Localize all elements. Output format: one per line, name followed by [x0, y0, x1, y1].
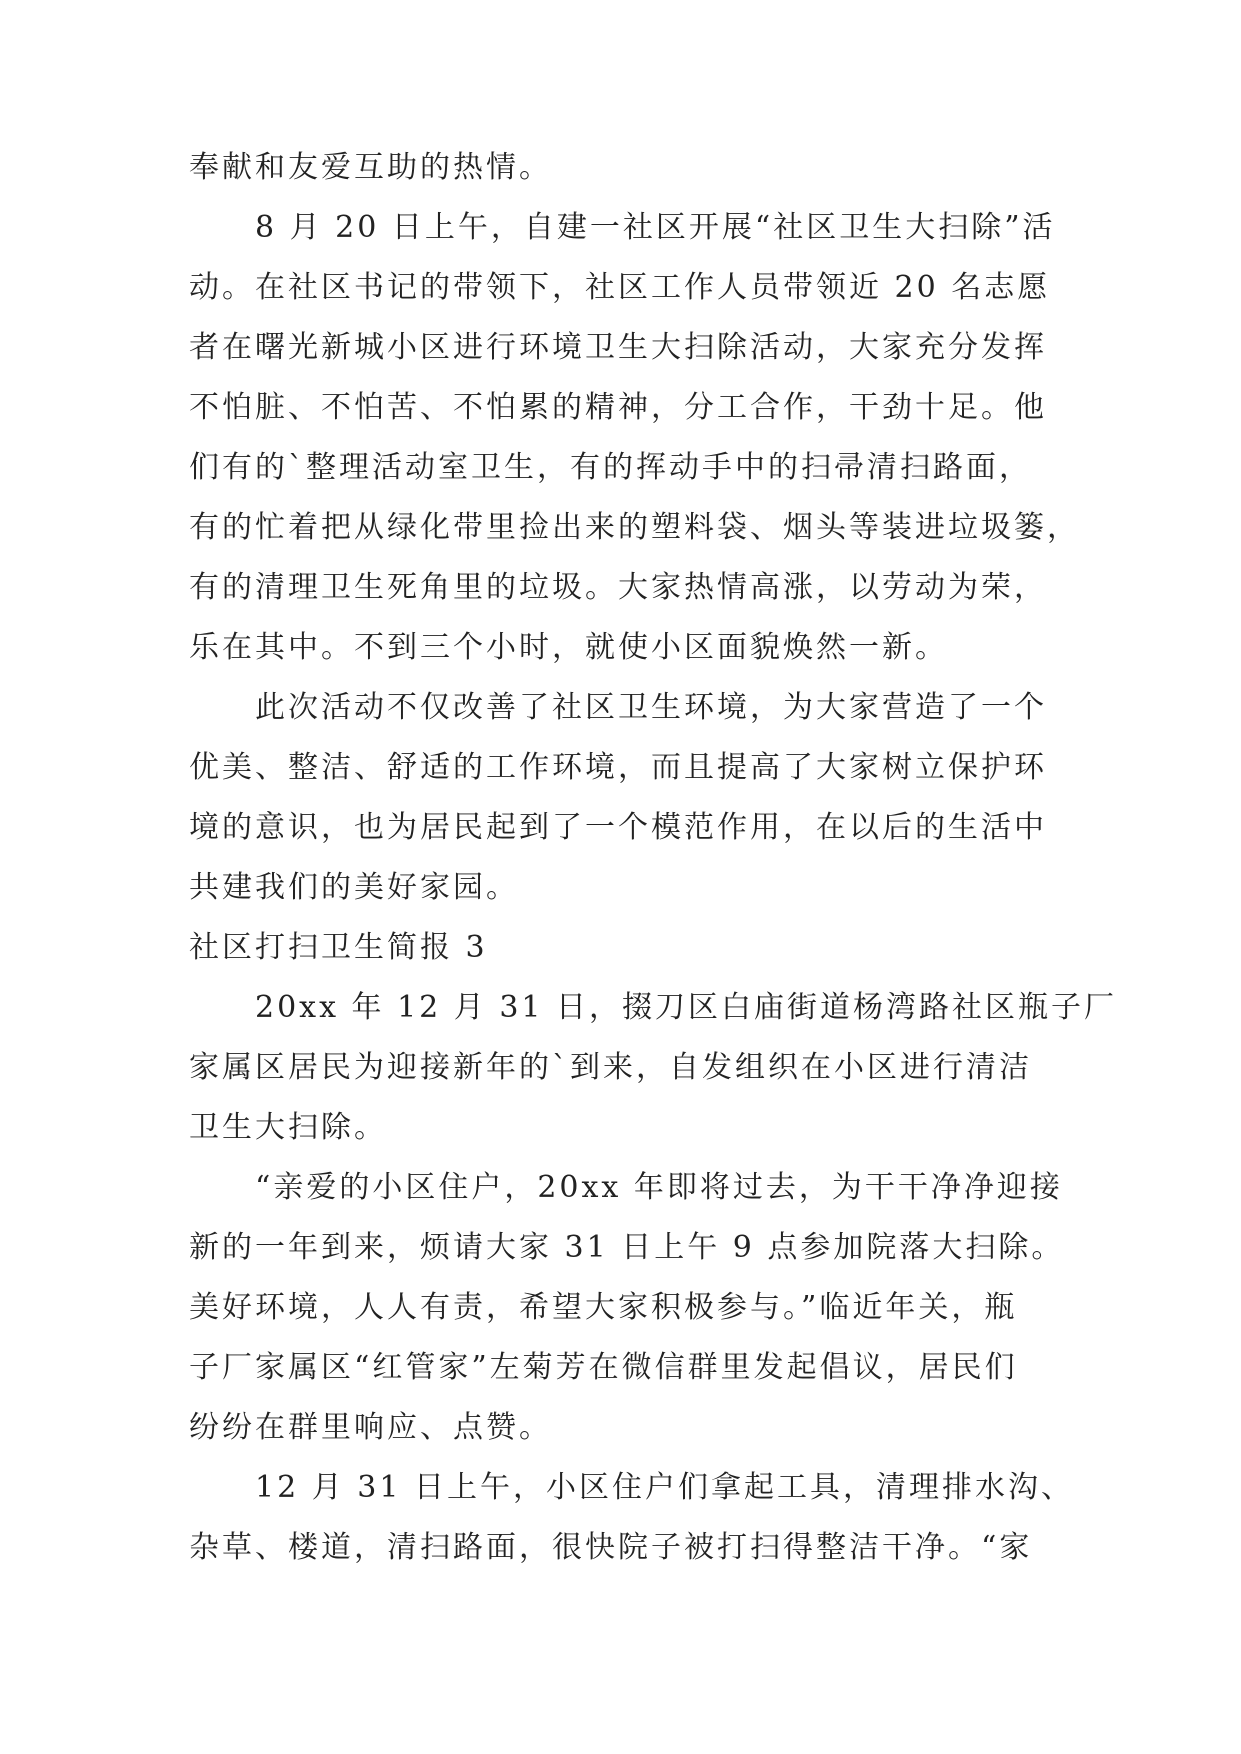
- paragraph-first-line: [189, 678, 1049, 738]
- text-line: [189, 498, 1080, 558]
- line-text: 纷纷在群里响应、点赞。: [189, 1410, 552, 1445]
- line-text: 不怕脏、不怕苦、不怕累的精神，分工合作，干劲十足。他: [189, 390, 1047, 425]
- text-line: [189, 1218, 1065, 1278]
- text-line: [189, 918, 1049, 978]
- line-text: 有的忙着把从绿化带里捡出来的塑料袋、烟头等装进垃圾篓，: [189, 510, 1080, 545]
- text-line: [189, 1338, 1049, 1398]
- paragraph-first-line: [189, 978, 1118, 1038]
- text-line: [189, 738, 1049, 798]
- document-body: [189, 138, 1118, 1578]
- line-text: 动。在社区书记的带领下，社区工作人员带领近 20 名志愿: [189, 270, 1051, 305]
- text-line: [189, 378, 1049, 438]
- line-text: 有的清理卫生死角里的垃圾。大家热情高涨，以劳动为荣，: [189, 570, 1047, 605]
- line-text: 杂草、楼道，清扫路面，很快院子被打扫得整洁干净。“家: [189, 1530, 1033, 1565]
- line-text: 8 月 20 日上午，自建一社区开展“社区卫生大扫除”活: [255, 210, 1056, 245]
- text-line: [189, 1278, 1049, 1338]
- text-line: [189, 318, 1049, 378]
- line-text: 社区打扫卫生简报 3: [189, 930, 488, 965]
- line-text: 家属区居民为迎接新年的`到来，自发组织在小区进行清洁: [189, 1050, 1032, 1085]
- line-text: 新的一年到来，烦请大家 31 日上午 9 点参加院落大扫除。: [189, 1230, 1065, 1265]
- line-text: 共建我们的美好家园。: [189, 870, 519, 905]
- text-line: [189, 258, 1049, 318]
- text-line: [189, 438, 1049, 498]
- text-line: [189, 558, 1049, 618]
- paragraph-first-line: [189, 1458, 1074, 1518]
- text-line: [189, 1038, 1049, 1098]
- line-text: “亲爱的小区住户，20xx 年即将过去，为干干净净迎接: [255, 1170, 1063, 1205]
- line-text: 子厂家属区“红管家”左菊芳在微信群里发起倡议，居民们: [189, 1350, 1018, 1385]
- line-text: 优美、整洁、舒适的工作环境，而且提高了大家树立保护环: [189, 750, 1047, 785]
- text-line: [189, 138, 1049, 198]
- text-line: [189, 1518, 1049, 1578]
- text-line: [189, 1098, 1049, 1158]
- text-line: [189, 798, 1049, 858]
- line-text: 美好环境，人人有责，希望大家积极参与。”临近年关，瓶: [189, 1290, 1018, 1325]
- text-line: [189, 1398, 1049, 1458]
- line-text: 此次活动不仅改善了社区卫生环境，为大家营造了一个: [255, 690, 1047, 725]
- line-text: 12 月 31 日上午，小区住户们拿起工具，清理排水沟、: [255, 1470, 1074, 1505]
- text-line: [189, 858, 1049, 918]
- line-text: 卫生大扫除。: [189, 1110, 387, 1145]
- paragraph-first-line: [189, 198, 1056, 258]
- line-text: 乐在其中。不到三个小时，就使小区面貌焕然一新。: [189, 630, 948, 665]
- line-text: 们有的`整理活动室卫生，有的挥动手中的扫帚清扫路面，: [189, 450, 1032, 485]
- line-text: 奉献和友爱互助的热情。: [189, 150, 552, 185]
- line-text: 境的意识，也为居民起到了一个模范作用，在以后的生活中: [189, 810, 1047, 845]
- paragraph-first-line: [189, 1158, 1063, 1218]
- line-text: 者在曙光新城小区进行环境卫生大扫除活动，大家充分发挥: [189, 330, 1047, 365]
- line-text: 20xx 年 12 月 31 日，掇刀区白庙街道杨湾路社区瓶子厂: [255, 990, 1118, 1025]
- text-line: [189, 618, 1049, 678]
